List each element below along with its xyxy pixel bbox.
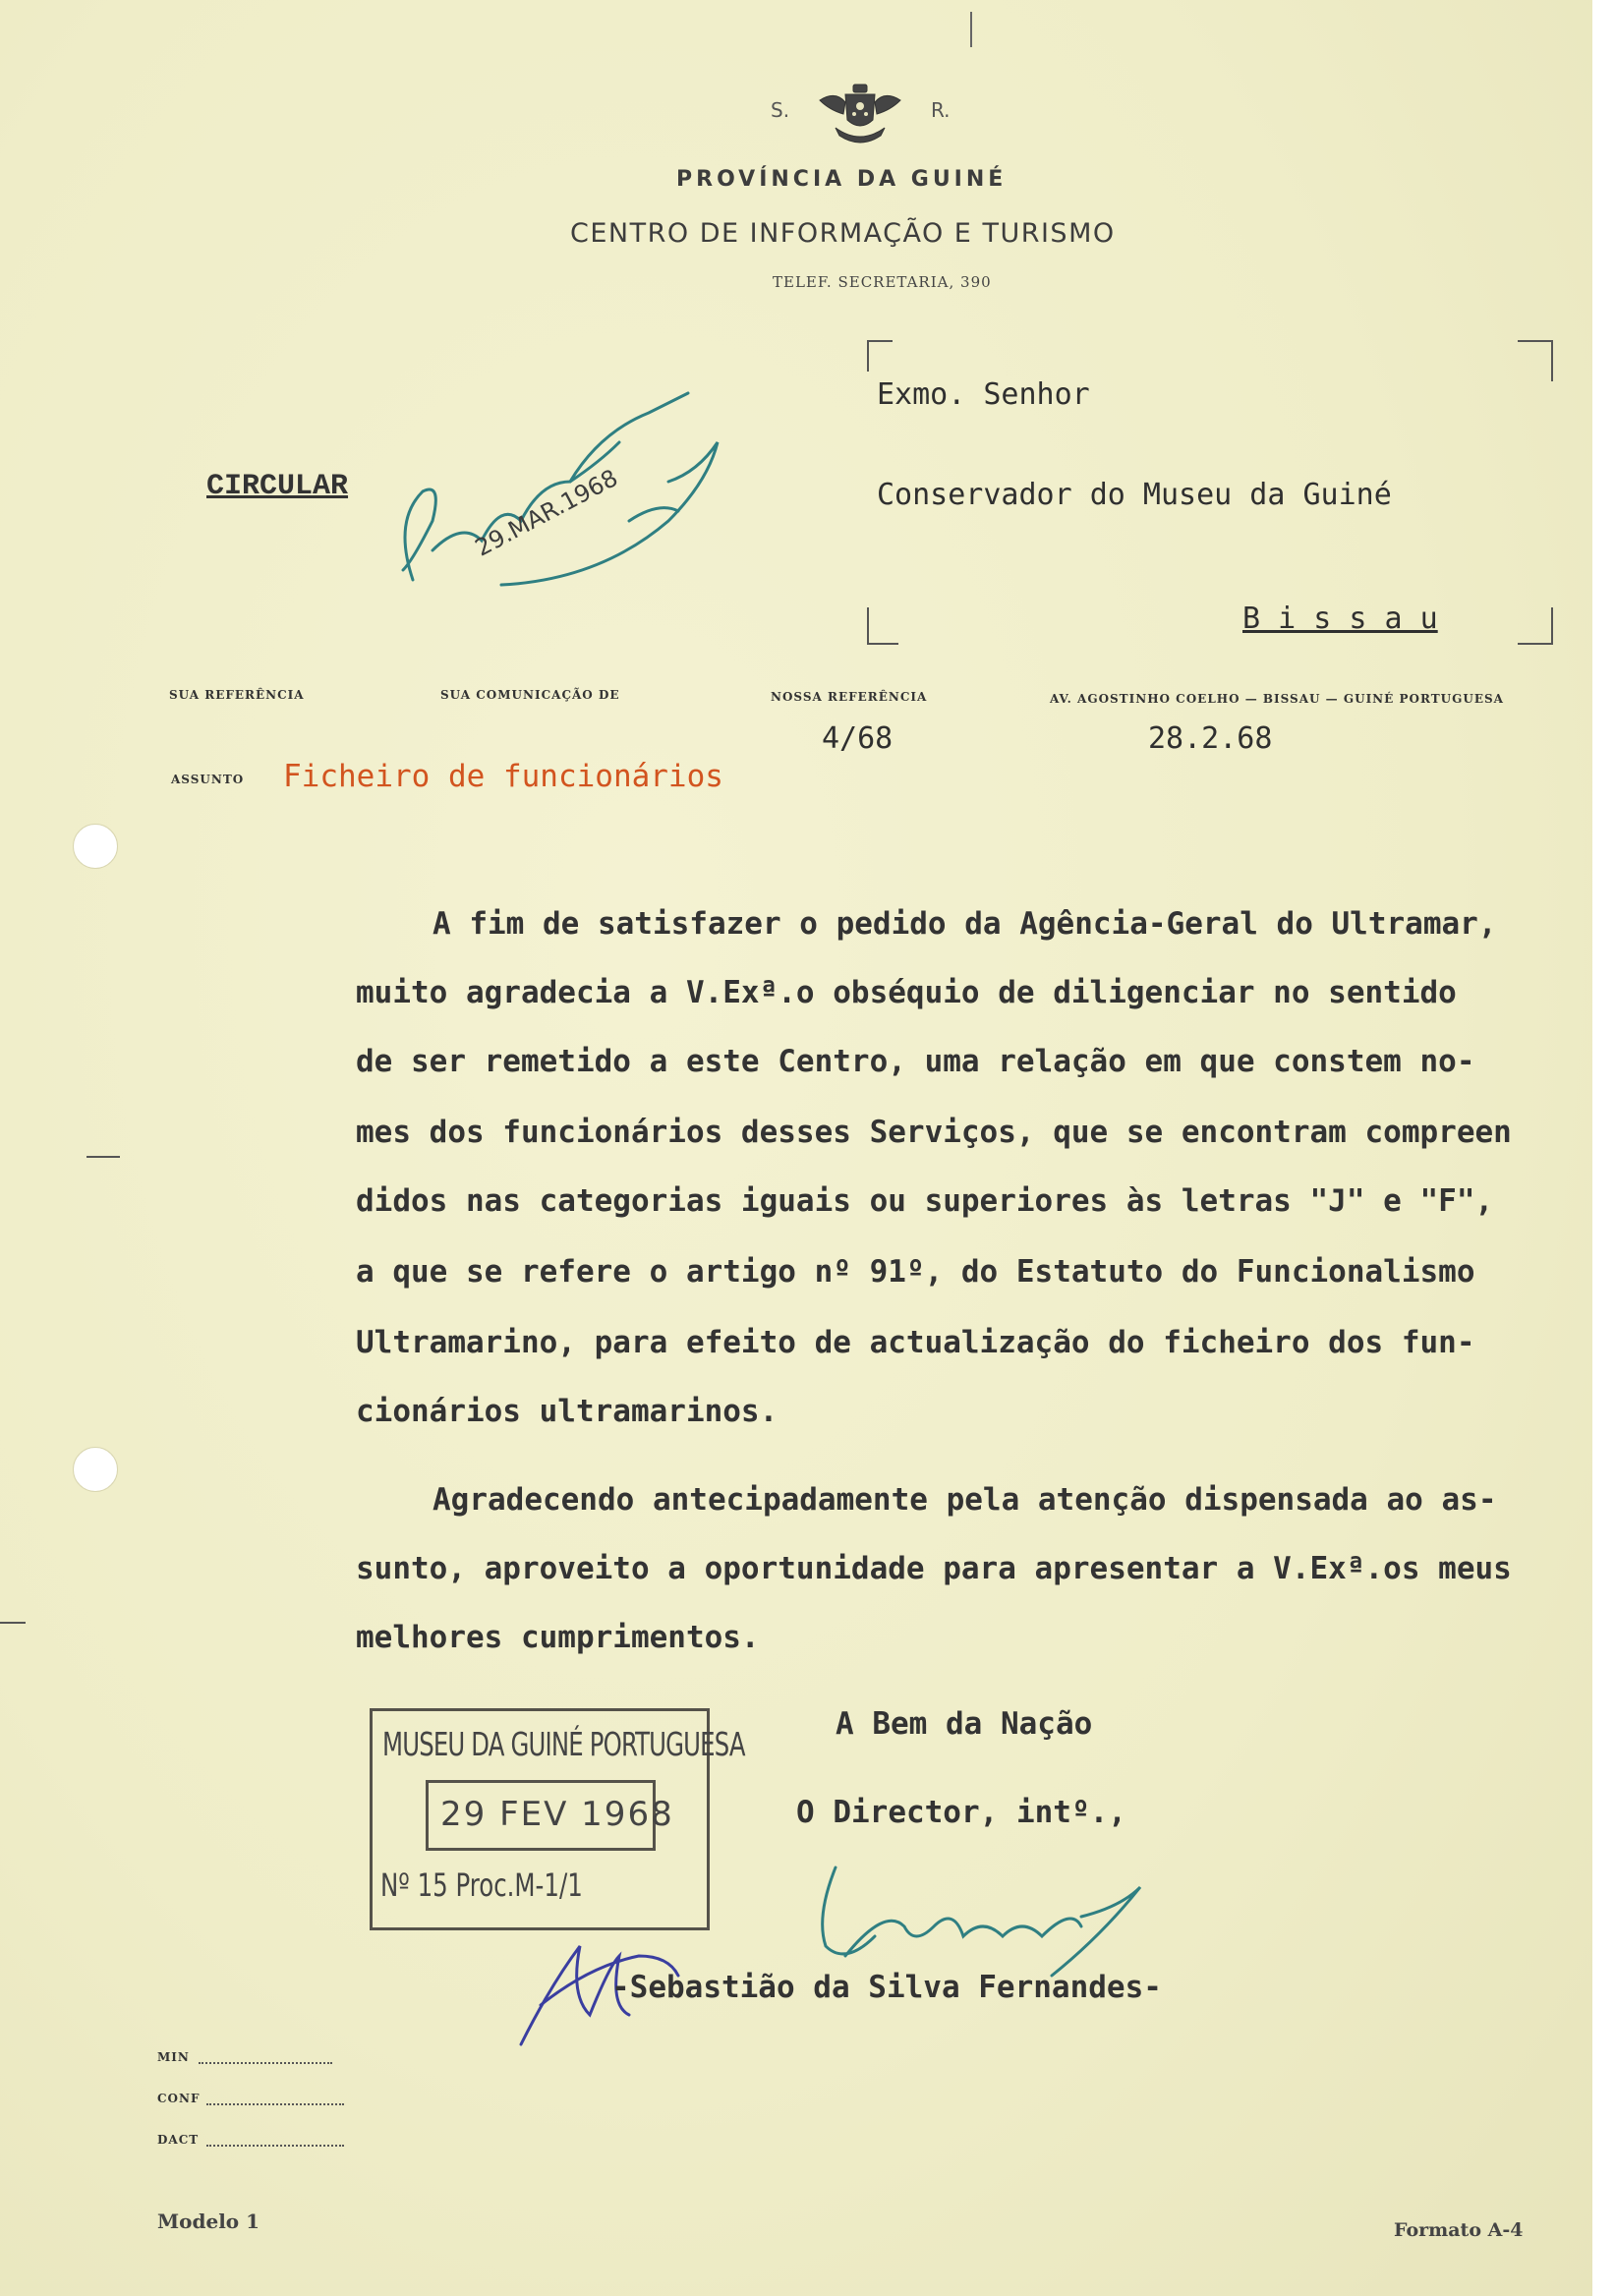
closing-title: O Director, intº.,: [796, 1795, 1126, 1830]
dact-field: [206, 2145, 344, 2147]
body-line: melhores cumprimentos.: [356, 1620, 760, 1655]
body-line: a que se refere o artigo nº 91º, do Estatuto do Funcionalismo: [356, 1254, 1475, 1290]
page-edge: [1592, 0, 1615, 2296]
binder-hole-bottom: [73, 1447, 118, 1492]
handwritten-annotation: [374, 383, 747, 609]
stamp-title: MUSEU DA GUINÉ PORTUGUESA: [382, 1725, 745, 1763]
min-field: [199, 2062, 332, 2064]
min-label: MIN: [157, 2050, 190, 2064]
assunto-label: ASSUNTO: [171, 773, 245, 786]
address-bracket-bl: [867, 607, 898, 645]
body-line: A fim de satisfazer o pedido da Agência-Geral do Ultramar,: [433, 906, 1497, 942]
body-line: mes dos funcionários desses Serviços, que se encontram compreen: [356, 1115, 1512, 1150]
letter-date: 28.2.68: [1148, 721, 1273, 756]
stamp-date: 29 FEV 1968: [440, 1795, 674, 1834]
body-line: sunto, aproveito a oportunidade para apresentar a V.Exª.os meus: [356, 1551, 1512, 1586]
dact-label: DACT: [157, 2133, 200, 2147]
sua-comunicacao-label: SUA COMUNICAÇÃO DE: [440, 688, 620, 702]
body-line: muito agradecia a V.Exª.o obséquio de diligenciar no sentido: [356, 975, 1457, 1010]
body-line: cionários ultramarinos.: [356, 1394, 779, 1429]
addressee-city: B i s s a u: [1242, 602, 1438, 636]
address-bracket-tl: [867, 340, 893, 372]
assunto-value: Ficheiro de funcionários: [283, 759, 723, 794]
coat-of-arms-icon: [816, 81, 904, 149]
body-line: Agradecendo antecipadamente pela atenção dispensada ao as-: [433, 1482, 1497, 1518]
closing-salutation: A Bem da Nação: [836, 1706, 1093, 1742]
address-bracket-tr: [1518, 340, 1553, 381]
province-title: PROVÍNCIA DA GUINÉ: [676, 167, 1008, 192]
address-bracket-br: [1518, 607, 1553, 645]
fold-mark: [0, 1622, 26, 1624]
annotation-date: 29.MAR.1968: [470, 463, 623, 562]
body-line: de ser remetido a este Centro, uma relação em que constem no-: [356, 1044, 1475, 1079]
conf-label: CONF: [157, 2092, 201, 2105]
phone-line: TELEF. SECRETARIA, 390: [773, 273, 992, 291]
sr-left: S.: [771, 98, 790, 122]
stamp-date-box: [426, 1780, 674, 1851]
binder-hole-top: [73, 824, 118, 869]
director-signature: [806, 1848, 1160, 1985]
received-stamp: [370, 1708, 745, 1930]
circular-label: CIRCULAR: [206, 470, 349, 503]
formato-label: Formato A-4: [1394, 2219, 1524, 2241]
signatory-name: -Sebastião da Silva Fernandes-: [611, 1970, 1162, 2005]
stamp-number: Nº 15 Proc.M-1/1: [380, 1866, 583, 1904]
addressee-line1: Exmo. Senhor: [877, 377, 1090, 412]
body-line: Ultramarino, para efeito de actualização do ficheiro dos fun-: [356, 1325, 1475, 1360]
top-crease: [970, 12, 972, 47]
nossa-referencia-label: NOSSA REFERÊNCIA: [771, 690, 928, 704]
sua-referencia-label: SUA REFERÊNCIA: [169, 688, 305, 702]
address-label: AV. AGOSTINHO COELHO — BISSAU — GUINÉ PORTUGUESA: [1050, 692, 1504, 706]
sr-right: R.: [931, 98, 951, 122]
centre-title: CENTRO DE INFORMAÇÃO E TURISMO: [570, 218, 1116, 249]
modelo-label: Modelo 1: [157, 2210, 260, 2233]
fold-mark: [87, 1156, 120, 1158]
conf-field: [206, 2103, 344, 2105]
body-line: didos nas categorias iguais ou superiores às letras "J" e "F",: [356, 1183, 1494, 1219]
nossa-referencia-value: 4/68: [822, 721, 894, 756]
addressee-line2: Conservador do Museu da Guiné: [877, 478, 1392, 512]
